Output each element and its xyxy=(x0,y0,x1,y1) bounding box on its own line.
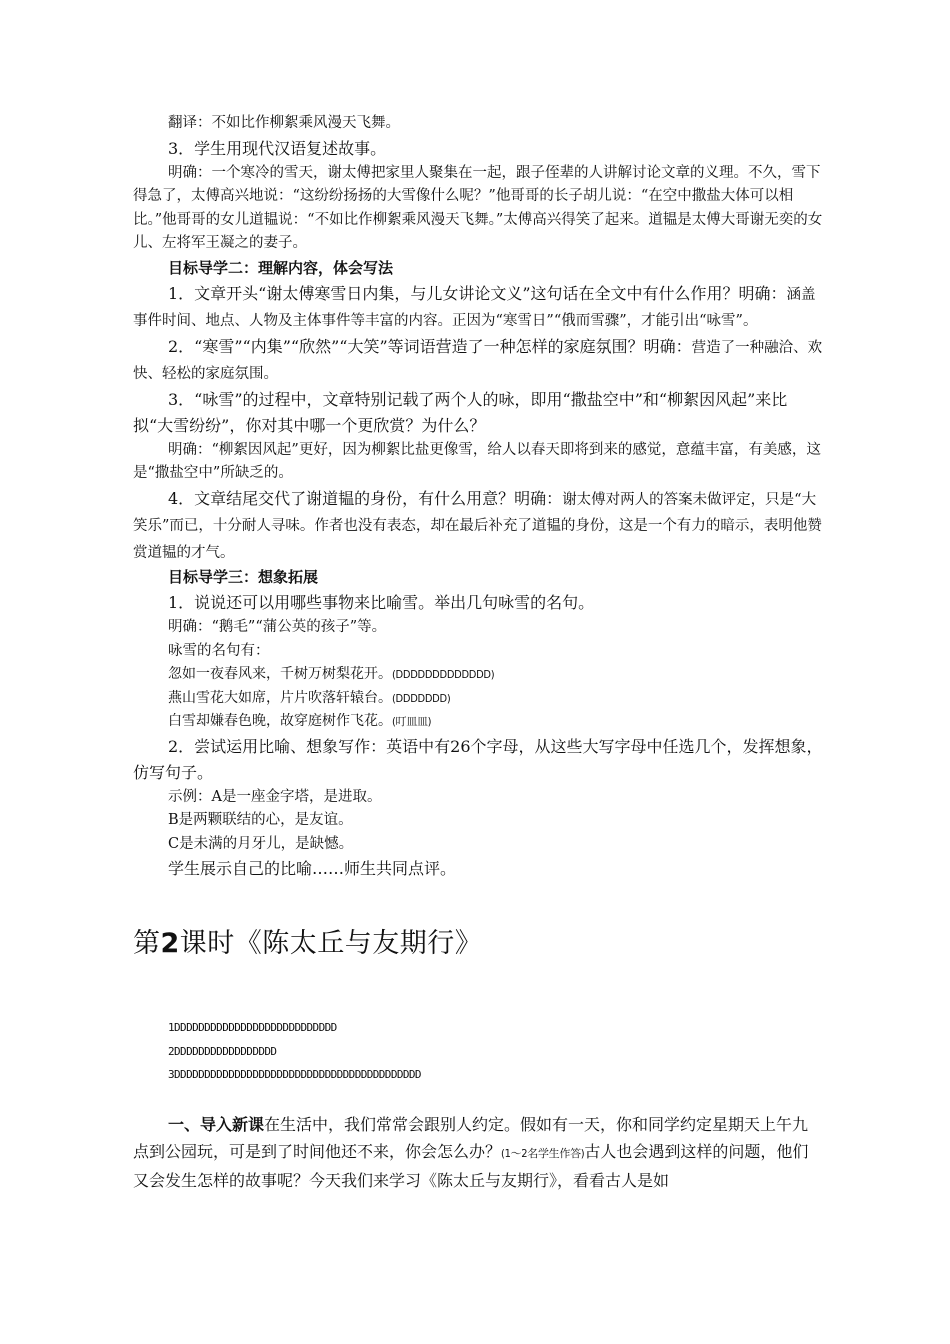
closing-line: 学生展示自己的比喻……师生共同点评。 xyxy=(168,859,457,878)
poem-2-text: 燕山雪花大如席，片片吹落轩辕台。 xyxy=(168,689,392,706)
lesson-prefix: 第 xyxy=(133,928,161,959)
lesson-title xyxy=(133,927,823,961)
poem-3-text: 白雪却嫌春色晚，故穿庭树作飞花。 xyxy=(168,713,392,729)
goal-item-1: 1DDDDDDDDDDDDDDDDDDDDDDDDDDD xyxy=(168,1021,337,1034)
q1-question: 1．文章开头“谢太傅寒雪日内集，与儿女讲论文义”这句话在全文中有什么作用？明确： xyxy=(168,283,787,303)
retell-title: 3．学生用现代汉语复述故事。 xyxy=(168,138,387,158)
intro-paragraph xyxy=(133,1111,823,1194)
poem-2-source: (DDDDDDD) xyxy=(392,691,451,705)
example-c: C是未满的月牙儿，是缺憾。 xyxy=(168,835,354,852)
goal-item-2: 2DDDDDDDDDDDDDDDDD xyxy=(168,1044,277,1058)
q2-answer: 营造了一种融洽、欢快、轻松的家庭氛围。 xyxy=(133,339,823,382)
poem-1-source: (DDDDDDDDDDDDD) xyxy=(392,668,495,681)
goal-item-3: 3DDDDDDDDDDDDDDDDDDDDDDDDDDDDDDDDDDDDDDDDD xyxy=(168,1068,421,1081)
poem-3-source: (叮皿皿) xyxy=(392,715,432,728)
q4-answer: 谢太傅对两人的答案未做评定，只是“大笑乐”而已，十分耐人寻味。作者也没有表态，却在最后补充了道韫的身份，这是一个有力的暗示，表明他赞赏道韫的才气。 xyxy=(133,491,822,561)
q2-paragraph xyxy=(133,334,823,387)
e1-question: 1．说说还可以用哪些事物来比喻雪。举出几句咏雪的名句。 xyxy=(168,593,595,612)
example-b: B是两颗联结的心，是友谊。 xyxy=(168,812,353,828)
intro-heading: 一、导入新课 xyxy=(168,1114,265,1134)
translation-line: 翻译：不如比作柳絮乘风漫天飞舞。 xyxy=(168,115,400,131)
q1-paragraph xyxy=(133,281,823,334)
retell-answer: 明确：一个寒冷的雪天，谢太傅把家里人聚集在一起，跟子侄辈的人讲解讨论文章的义理。不久，雪下得急了，太傅高兴地说：“这纷纷扬扬的大雪像什么呢？”他哥哥的长子胡儿说：“在空中撒盐大体可以相比。”他哥哥的女儿道韫说：“不如比作柳絮乘风漫天飞舞。”太傅高兴得笑了起来。道韫是太傅大哥谢无奕的女儿、左将军王凝之的妻子。 xyxy=(133,164,823,251)
e2-question: 2．尝试运用比喻、想象写作：英语中有26个字母，从这些大写字母中任选几个，发挥想象，仿写句子。 xyxy=(133,736,823,782)
poem-line-3 xyxy=(133,710,823,734)
intro-paren: (1～2名学生作答) xyxy=(501,1146,585,1160)
q2-question: 2．“寒雪”“内集”“欣然”“大笑”等词语营造了一种怎样的家庭氛围？明确： xyxy=(168,336,692,356)
poems-intro: 咏雪的名句有： xyxy=(168,642,270,659)
e1-answer: 明确：“鹅毛”“蒲公英的孩子”等。 xyxy=(168,619,387,635)
lesson-number: 2 xyxy=(160,928,180,959)
q4-question: 4．文章结尾交代了谢道韫的身份，有什么用意？明确： xyxy=(168,488,563,508)
q3-answer: 明确：“柳絮因风起”更好，因为柳絮比盐更像雪，给人以春天即将到来的感觉，意蕴丰富，有美感，这是“撒盐空中”所缺乏的。 xyxy=(133,441,821,481)
goal2-heading: 目标导学二：理解内容，体会写法 xyxy=(168,258,394,277)
poem-1-text: 忽如一夜春风来，千树万树梨花开。 xyxy=(168,666,392,682)
intro-text-1: 在生活中，我们常常会跟别人约定。假如有一天，你和同学约定星期天上午九点到公园玩，可是到了时间他还不来，你会怎么办？ xyxy=(133,1114,809,1161)
q1-answer: 涵盖事件时间、地点、人物及主体事件等丰富的内容。正因为“寒雪日”“俄而雪骤”，才能引出“咏雪”。 xyxy=(133,286,816,329)
example-a: 示例：A是一座金字塔，是进取。 xyxy=(168,788,382,805)
q4-paragraph xyxy=(133,486,823,566)
poem-line-1 xyxy=(133,663,823,687)
poem-line-2 xyxy=(133,687,823,711)
intro-text-2: 古人也会遇到这样的问题，他们又会发生怎样的故事呢？今天我们来学习《陈太丘与友期行》，看看古人是如 xyxy=(133,1141,809,1190)
goal3-heading: 目标导学三：想象拓展 xyxy=(168,568,319,586)
goals-list xyxy=(133,1016,823,1087)
document-page xyxy=(133,112,823,1194)
lesson-suffix: 课时《陈太丘与友期行》 xyxy=(179,928,483,959)
q3-question: 3．“咏雪”的过程中，文章特别记载了两个人的咏，即用“撒盐空中”和“柳絮因风起”来比拟“大雪纷纷”，你对其中哪一个更欣赏？为什么？ xyxy=(133,389,788,435)
